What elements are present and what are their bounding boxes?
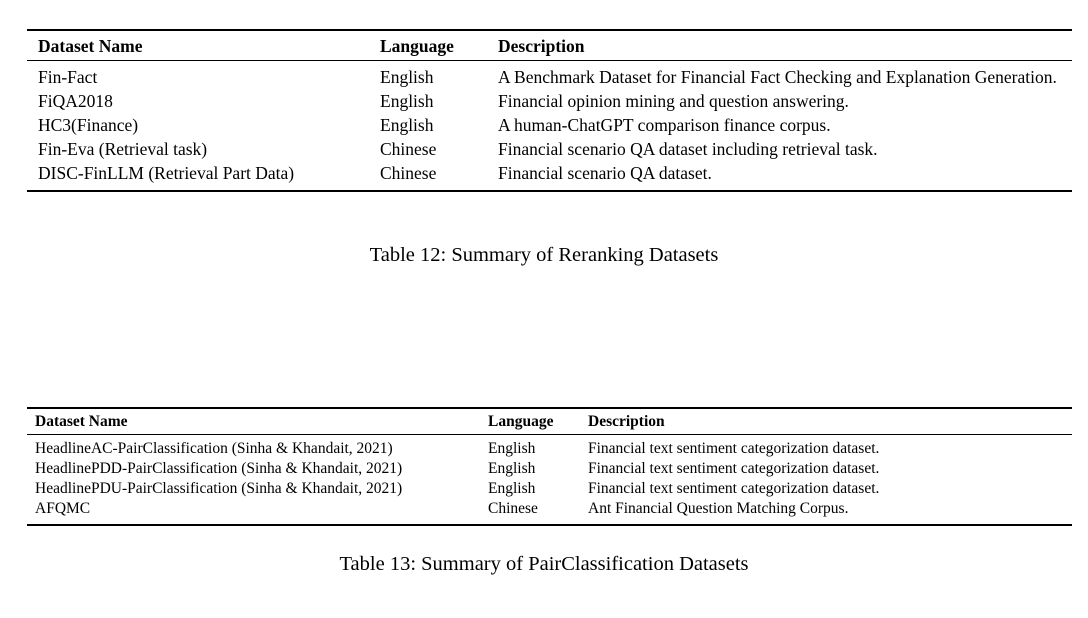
table-row bbox=[27, 113, 1072, 137]
table-row bbox=[27, 161, 1072, 191]
table-row bbox=[27, 499, 1072, 525]
table-13-caption: Table 13: Summary of PairClassification Datasets bbox=[339, 553, 749, 575]
cell-dataset-name: FiQA2018 bbox=[38, 91, 113, 111]
column-header-dataset-name: Dataset Name bbox=[27, 30, 380, 61]
cell-language: Chinese bbox=[380, 163, 437, 183]
column-header-language: Language bbox=[488, 408, 588, 435]
cell-dataset-name: HeadlinePDU-PairClassification (Sinha & Khandait, 2021) bbox=[35, 480, 403, 497]
column-header-dataset-name: Dataset Name bbox=[27, 408, 488, 435]
cell-description: Financial opinion mining and question answering. bbox=[498, 91, 849, 111]
reranking-datasets-table bbox=[27, 29, 1072, 192]
column-header-language: Language bbox=[380, 30, 498, 61]
table-row bbox=[27, 479, 1072, 499]
cell-dataset-name: HeadlineAC-PairClassification (Sinha & Khandait, 2021) bbox=[35, 440, 393, 457]
cell-language: English bbox=[380, 67, 434, 87]
cell-language: English bbox=[380, 115, 434, 135]
cell-description: A human-ChatGPT comparison finance corpus. bbox=[498, 115, 831, 135]
cell-language: English bbox=[488, 460, 536, 477]
table-12-caption: Table 12: Summary of Reranking Datasets bbox=[369, 244, 719, 266]
cell-dataset-name: HeadlinePDD-PairClassification (Sinha & Khandait, 2021) bbox=[35, 460, 403, 477]
pairclassification-datasets-table bbox=[27, 407, 1072, 526]
cell-language: English bbox=[488, 440, 536, 457]
table-header-row bbox=[27, 408, 1072, 435]
cell-language: English bbox=[488, 480, 536, 497]
cell-dataset-name: DISC-FinLLM (Retrieval Part Data) bbox=[38, 163, 295, 183]
cell-language: Chinese bbox=[488, 500, 538, 517]
cell-dataset-name: HC3(Finance) bbox=[38, 115, 139, 135]
cell-description: Financial scenario QA dataset including retrieval task. bbox=[498, 139, 878, 159]
table-row bbox=[27, 61, 1072, 90]
table-row bbox=[27, 459, 1072, 479]
cell-language: Chinese bbox=[380, 139, 437, 159]
cell-dataset-name: AFQMC bbox=[35, 500, 91, 517]
table-row bbox=[27, 435, 1072, 460]
cell-description: Ant Financial Question Matching Corpus. bbox=[588, 500, 849, 517]
column-header-description: Description bbox=[588, 408, 1072, 435]
column-header-description: Description bbox=[498, 30, 1072, 61]
cell-description: Financial text sentiment categorization dataset. bbox=[588, 440, 880, 457]
cell-description: Financial scenario QA dataset. bbox=[498, 163, 712, 183]
cell-dataset-name: Fin-Eva (Retrieval task) bbox=[38, 139, 208, 159]
table-header-row bbox=[27, 30, 1072, 61]
cell-dataset-name: Fin-Fact bbox=[38, 67, 98, 87]
cell-language: English bbox=[380, 91, 434, 111]
table-row bbox=[27, 89, 1072, 113]
table-row bbox=[27, 137, 1072, 161]
cell-description: Financial text sentiment categorization dataset. bbox=[588, 480, 880, 497]
cell-description: A Benchmark Dataset for Financial Fact Checking and Explanation Generation. bbox=[498, 67, 1057, 87]
cell-description: Financial text sentiment categorization dataset. bbox=[588, 460, 880, 477]
